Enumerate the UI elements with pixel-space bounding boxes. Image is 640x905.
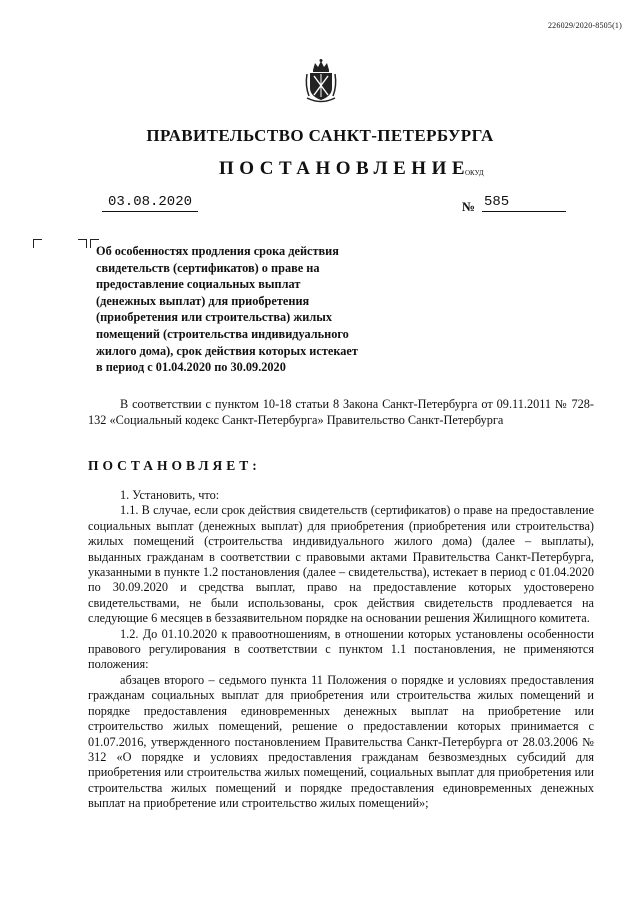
paragraph-1-2-item: абзацев второго – седьмого пункта 11 Положения о порядке и условиях предоставления гражданам социальных выплат для приобретения или строительства жилых помещений и порядке предоставления единовременных денежных выплат на приобретение или строительство жилых помещений, решение о предоставлении которых принимается с 01.07.2016, утвержденного постановлением Правительства Санкт-Петербурга от 28.03.2006 № 312 «О порядке и условиях предоставления гражданам безвозмездных субсидий для приобретения или строительства жилых помещений, социальных выплат для приобретения или строительства жилых помещений и порядке предоставления единовременных денежных выплат на приобретение или строительство жилых помещений»;	[88, 672, 594, 811]
government-title: ПРАВИТЕЛЬСТВО САНКТ-ПЕТЕРБУРГА	[146, 126, 494, 145]
resolves-heading: ПОСТАНОВЛЯЕТ:	[88, 458, 261, 473]
number-sign: №	[462, 199, 476, 214]
preamble: В соответствии с пунктом 10-18 статьи 8 Закона Санкт-Петербурга от 09.11.2011 № 728-132 «Социальный кодекс Санкт-Петербурга» Правительство Санкт-Петербурга	[88, 397, 594, 427]
document-id: 226029/2020-8505(1)	[547, 21, 622, 30]
decree-number: 585	[482, 194, 566, 212]
decree-date: 03.08.2020	[102, 194, 198, 212]
decree-subject: Об особенностях продления срока действия свидетельств (сертификатов) о праве на предоставление социальных выплат (денежных выплат) для приобретения (приобретения или строительства) жилых помещений (строительства индивидуального жилого дома), срок действия которых истекает в период с 01.04.2020 по 30.09.2020	[96, 244, 358, 375]
okud-label: ОКУД	[465, 169, 484, 177]
corner-mark-left	[33, 239, 42, 248]
paragraph-1-1: 1.1. В случае, если срок действия свидетельств (сертификатов) о праве на предоставление социальных выплат (денежных выплат) для приобретения (приобретения или строительства) жилых помещений (строительства индивидуального жилого дома) (далее – выплаты), выданных гражданам в соответствии с правовыми актами Правительства Санкт-Петербурга, указанными в пункте 1.2 постановления (далее – свидетельства), истекает в период с 01.04.2020 по 30.09.2020 и средства выплат, право на предоставление которых удостоверено свидетельствами, не были использованы, срок действия свидетельств продлевается на следующие 6 месяцев в беззаявительном порядке на основании решения Жилищного комитета.	[88, 503, 594, 626]
coat-of-arms-icon	[303, 58, 339, 104]
decree-title: ПОСТАНОВЛЕНИЕ	[219, 158, 471, 179]
paragraph-1-2: 1.2. До 01.10.2020 к правоотношениям, в отношении которых установлены особенности правового регулирования в соответствии с пунктом 1.1 постановления, не применяются положения:	[88, 626, 594, 672]
paragraph-1: 1. Установить, что:	[120, 488, 220, 502]
decree-body	[88, 488, 594, 812]
corner-mark-right-a	[78, 239, 87, 248]
